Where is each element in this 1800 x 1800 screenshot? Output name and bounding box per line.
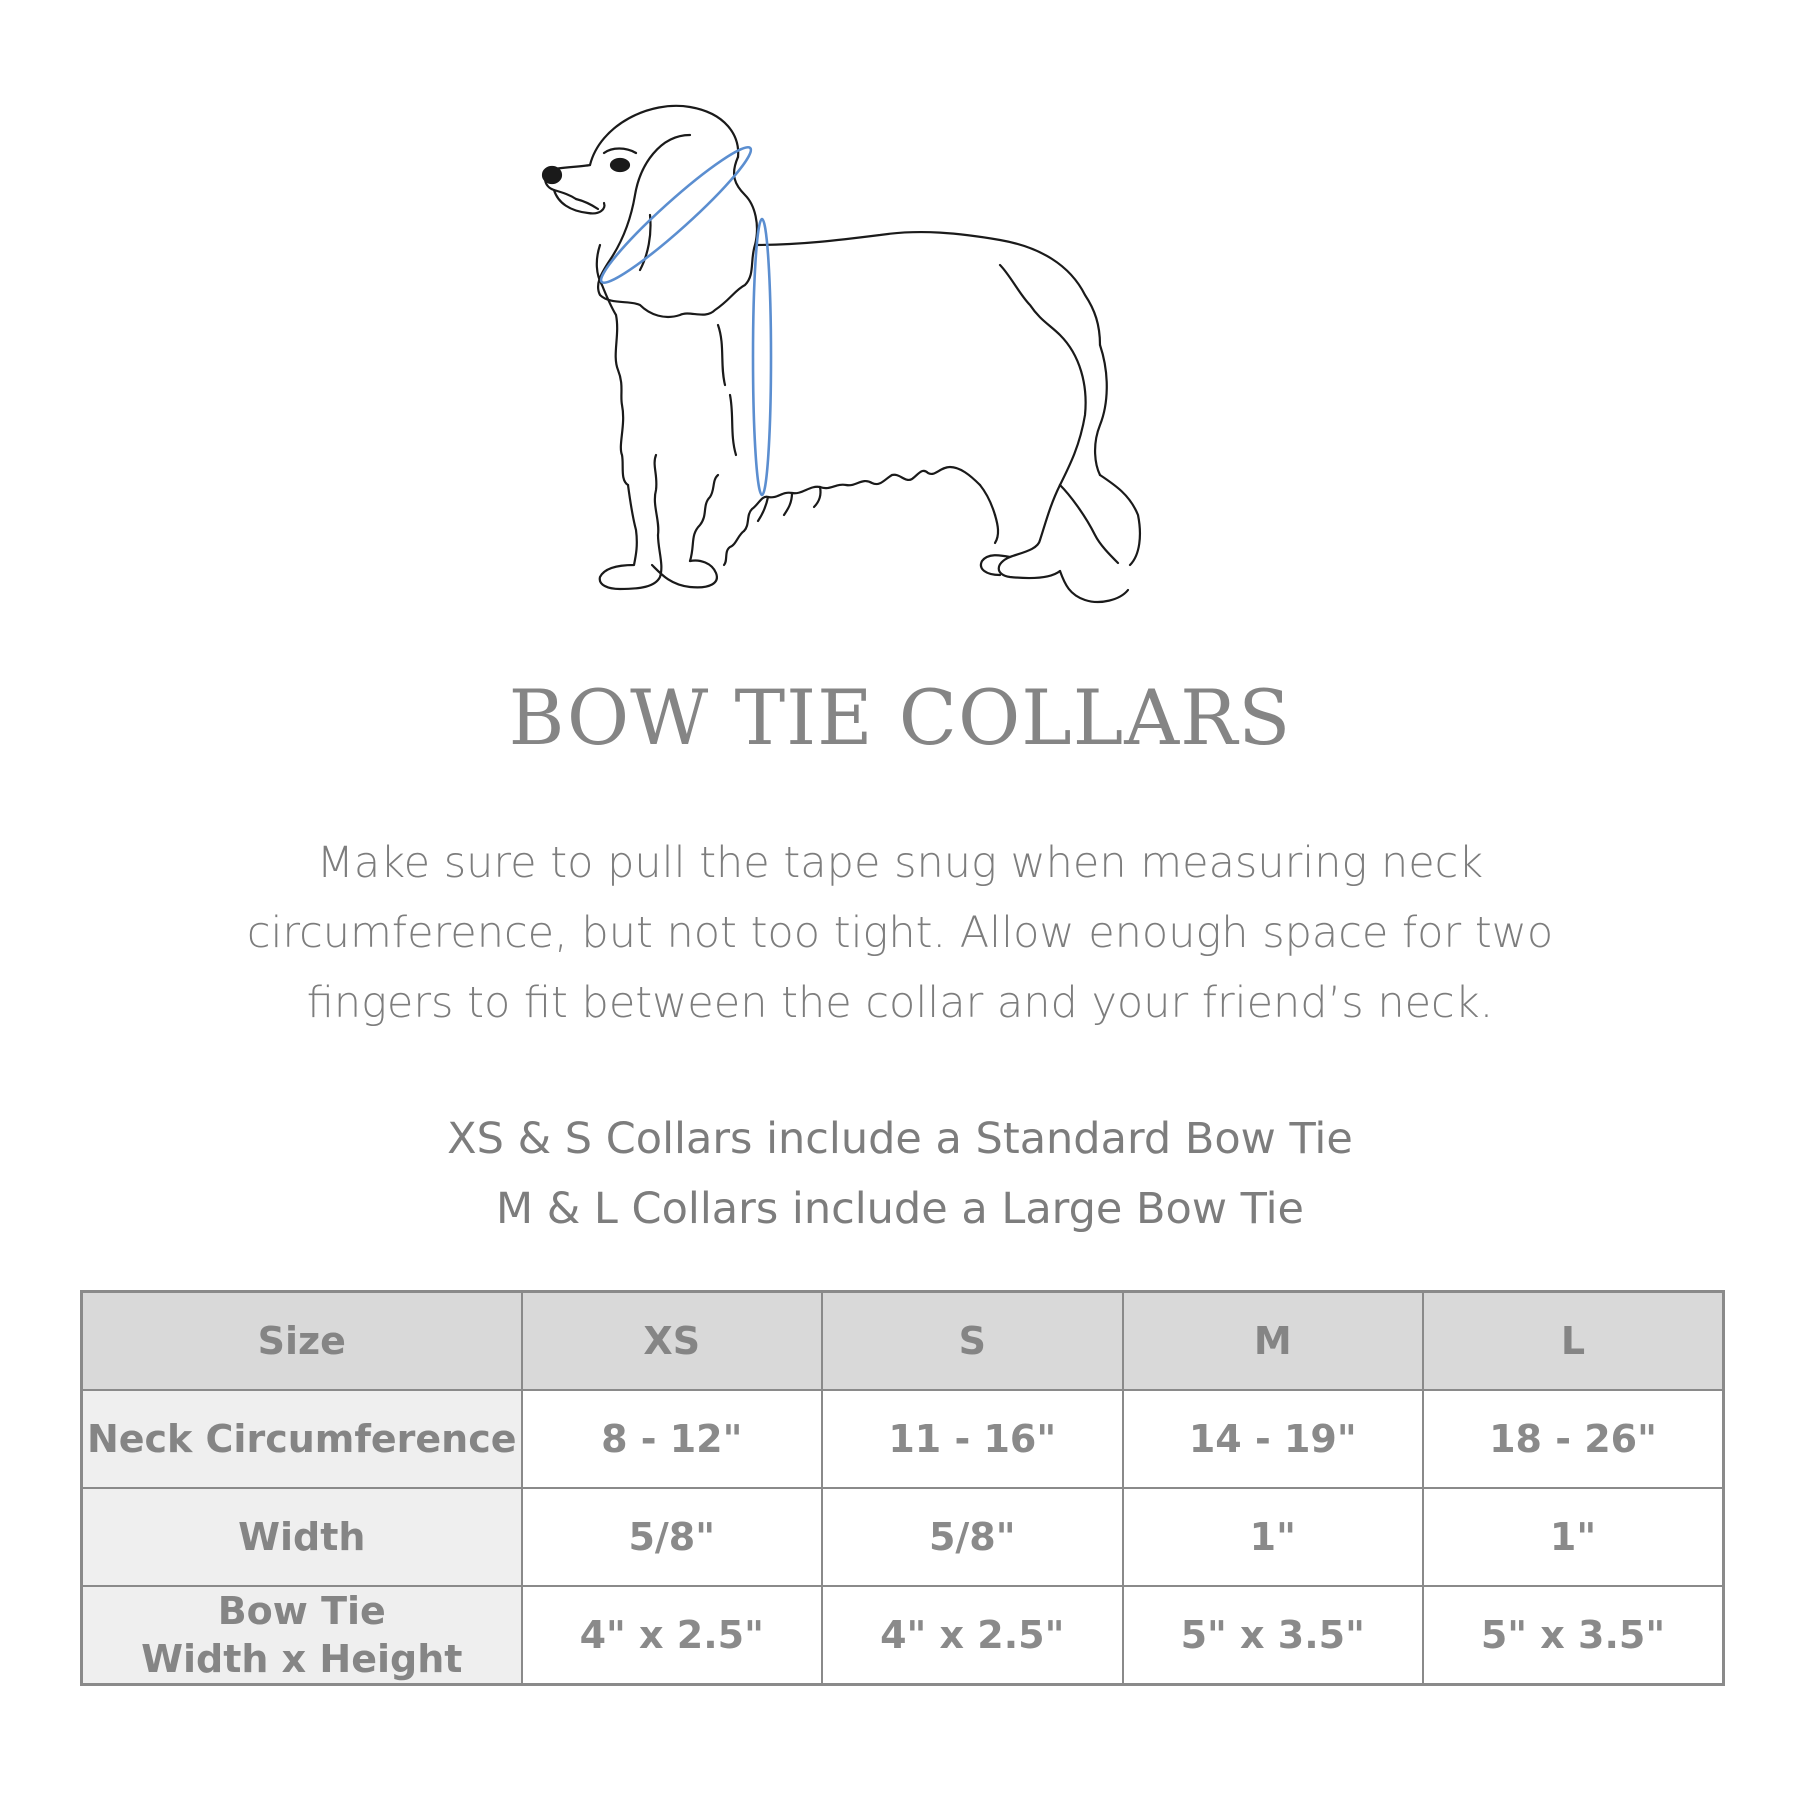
- table-cell: 18 - 26": [1423, 1390, 1724, 1488]
- row-label-line: Neck Circumference: [86, 1417, 517, 1461]
- table-cell: 14 - 19": [1123, 1390, 1424, 1488]
- page-title: BOW TIE COLLARS: [508, 673, 1292, 762]
- header-m: M: [1123, 1292, 1424, 1391]
- table-cell: 5/8": [522, 1488, 823, 1586]
- row-label-neck-circumference: [82, 1390, 522, 1488]
- dog-measurement-illustration: [540, 95, 1260, 625]
- row-label-line: Width x Height: [141, 1637, 463, 1681]
- size-chart-table: [80, 1290, 1725, 1686]
- table-cell: 5/8": [822, 1488, 1123, 1586]
- table-cell: 4" x 2.5": [822, 1586, 1123, 1685]
- row-label-line: Width: [238, 1515, 366, 1559]
- header-size: Size: [82, 1292, 522, 1391]
- bow-tie-notes: [0, 1104, 1800, 1244]
- table-cell: 11 - 16": [822, 1390, 1123, 1488]
- table-header-row: [82, 1292, 1724, 1391]
- table-cell: 8 - 12": [522, 1390, 823, 1488]
- header-xs: XS: [522, 1292, 823, 1391]
- note-large-bow-tie: M & L Collars include a Large Bow Tie: [495, 1184, 1305, 1234]
- row-label-bow-tie-size: [82, 1586, 522, 1685]
- table-cell: 1": [1123, 1488, 1424, 1586]
- row-label-width: [82, 1488, 522, 1586]
- measuring-instructions: Make sure to pull the tape snug when measuring neck circumference, but not too tight. Allow enough space for two fingers to fit between the collar and your friend’s neck.: [246, 838, 1554, 1028]
- table-cell: 5" x 3.5": [1423, 1586, 1724, 1685]
- header-s: S: [822, 1292, 1123, 1391]
- table-row: [82, 1390, 1724, 1488]
- table-cell: 1": [1423, 1488, 1724, 1586]
- note-standard-bow-tie: XS & S Collars include a Standard Bow Tie: [447, 1114, 1353, 1164]
- table-cell: 5" x 3.5": [1123, 1586, 1424, 1685]
- table-row: [82, 1586, 1724, 1685]
- table-cell: 4" x 2.5": [522, 1586, 823, 1685]
- row-label-line: Bow Tie: [217, 1589, 386, 1633]
- dog-measurement-icon: [540, 95, 1260, 625]
- header-l: L: [1423, 1292, 1724, 1391]
- table-row: [82, 1488, 1724, 1586]
